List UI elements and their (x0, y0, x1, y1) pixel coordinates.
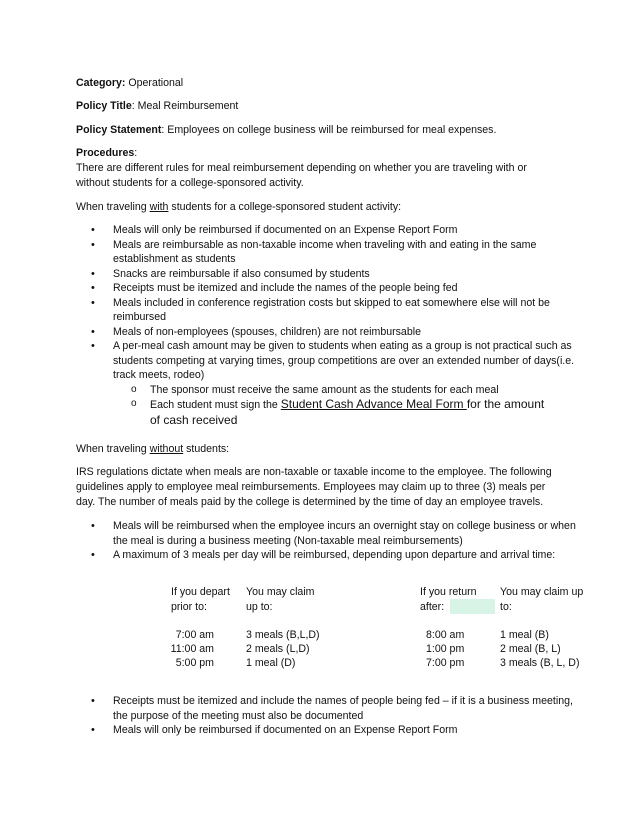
claim2-header-2: to: (500, 601, 512, 613)
depart-meals: 1 meal (D) (246, 657, 296, 669)
depart-time: 11:00 am (170, 643, 214, 655)
highlight-box (450, 599, 495, 614)
irs-line-1: IRS regulations dictate when meals are non-taxable or taxable income to the employee. The following (76, 466, 552, 478)
policy-statement-value: : Employees on college business will be reimbursed for meal expenses. (161, 124, 497, 136)
depart-time: 7:00 am (175, 629, 214, 641)
cash-amount-text: A per-meal cash amount may be given to students when eating as a group is not practical such as students competing at varying times, group competitions are over an extended number of days(i.e. track meets, rodeo) (113, 340, 575, 381)
list-item (76, 339, 576, 428)
claim-header-2: up to: (246, 601, 273, 613)
policy-title-line (76, 99, 238, 114)
list-item: • Meals are reimbursable as non-taxable income when traveling with and eating in the same establishment as students (76, 238, 576, 267)
without-lead-underlined: without (149, 443, 184, 455)
depart-time: 5:00 pm (175, 657, 214, 669)
with-lead-underlined: with (149, 201, 169, 213)
with-students-list (76, 223, 576, 428)
with-lead-pre: When traveling (76, 201, 150, 213)
category-line (76, 76, 183, 91)
list-item: • Meals will only be reimbursed if documented on an Expense Report Form (76, 723, 576, 738)
return-meals: 3 meals (B, L, D) (500, 657, 580, 669)
without-lead-pre: When traveling (76, 443, 150, 455)
list-item: • Meals will only be reimbursed if documented on an Expense Report Form (76, 223, 576, 238)
list-item: • A maximum of 3 meals per day will be reimbursed, depending upon departure and arrival time: (76, 548, 576, 563)
sub2-post: for the amount of cash received (150, 397, 545, 427)
list-item: • Receipts must be itemized and include the names of people being fed – if it is a business meeting, the purpose of the meeting must also be documented (76, 694, 576, 723)
policy-statement-line (76, 123, 496, 138)
irs-line-3: day. The number of meals paid by the college is determined by the time of day an employee travels. (76, 496, 544, 508)
without-students-lead (76, 442, 229, 457)
return-header-1: If you return (420, 586, 477, 598)
return-time: 1:00 pm (426, 643, 465, 655)
sub-list-item: o The sponsor must receive the same amount as the students for each meal (113, 383, 576, 398)
list-item: • Receipts must be itemized and include the names of the people being fed (76, 281, 576, 296)
final-list (76, 694, 576, 738)
depart-meals: 2 meals (L,D) (246, 643, 310, 655)
claim-header-1: You may claim (246, 586, 315, 598)
return-time: 7:00 pm (426, 657, 465, 669)
list-item: • Meals included in conference registration costs but skipped to eat somewhere else will not be reimbursed (76, 296, 576, 325)
claim2-header-1: You may claim up (500, 586, 584, 598)
without-students-list (76, 519, 576, 563)
return-header-2: after: (420, 601, 445, 613)
depart-header-2: prior to: (171, 601, 207, 613)
with-lead-post: students for a college-sponsored student activity: (168, 201, 402, 213)
policy-title-value: : Meal Reimbursement (131, 100, 239, 112)
return-meals: 2 meal (B, L) (500, 643, 561, 655)
category-value: Operational (125, 77, 184, 89)
return-time: 8:00 am (426, 629, 465, 641)
procedures-heading (76, 146, 137, 161)
depart-header-1: If you depart (171, 586, 230, 598)
cash-sub-list (113, 383, 576, 429)
sub2-pre: Each student must sign the (150, 399, 281, 411)
with-students-lead (76, 200, 401, 215)
student-cash-advance-link[interactable]: Student Cash Advance Meal Form (280, 397, 467, 411)
list-item: • Meals of non-employees (spouses, children) are not reimbursable (76, 325, 576, 340)
irs-line-2: guidelines apply to employee meal reimbursements. Employees may claim up to three (3) meals per (76, 481, 546, 493)
intro-line-2: without students for a college-sponsored activity. (76, 177, 304, 189)
policy-title-label: Policy Title (76, 100, 132, 112)
return-meals: 1 meal (B) (500, 629, 549, 641)
category-label: Category: (76, 77, 126, 89)
list-item: • Meals will be reimbursed when the employee incurs an overnight stay on college business or when the meal is during a business meeting (Non-taxable meal reimbursements) (76, 519, 576, 548)
procedures-colon: : (134, 147, 138, 159)
intro-line-1: There are different rules for meal reimbursement depending on whether you are traveling with or (76, 162, 527, 174)
list-item: • Snacks are reimbursable if also consumed by students (76, 267, 576, 282)
sub-list-item (113, 397, 576, 428)
policy-statement-label: Policy Statement (76, 124, 162, 136)
depart-meals: 3 meals (B,L,D) (246, 629, 320, 641)
procedures-label: Procedures (76, 147, 135, 159)
without-lead-post: students: (183, 443, 230, 455)
